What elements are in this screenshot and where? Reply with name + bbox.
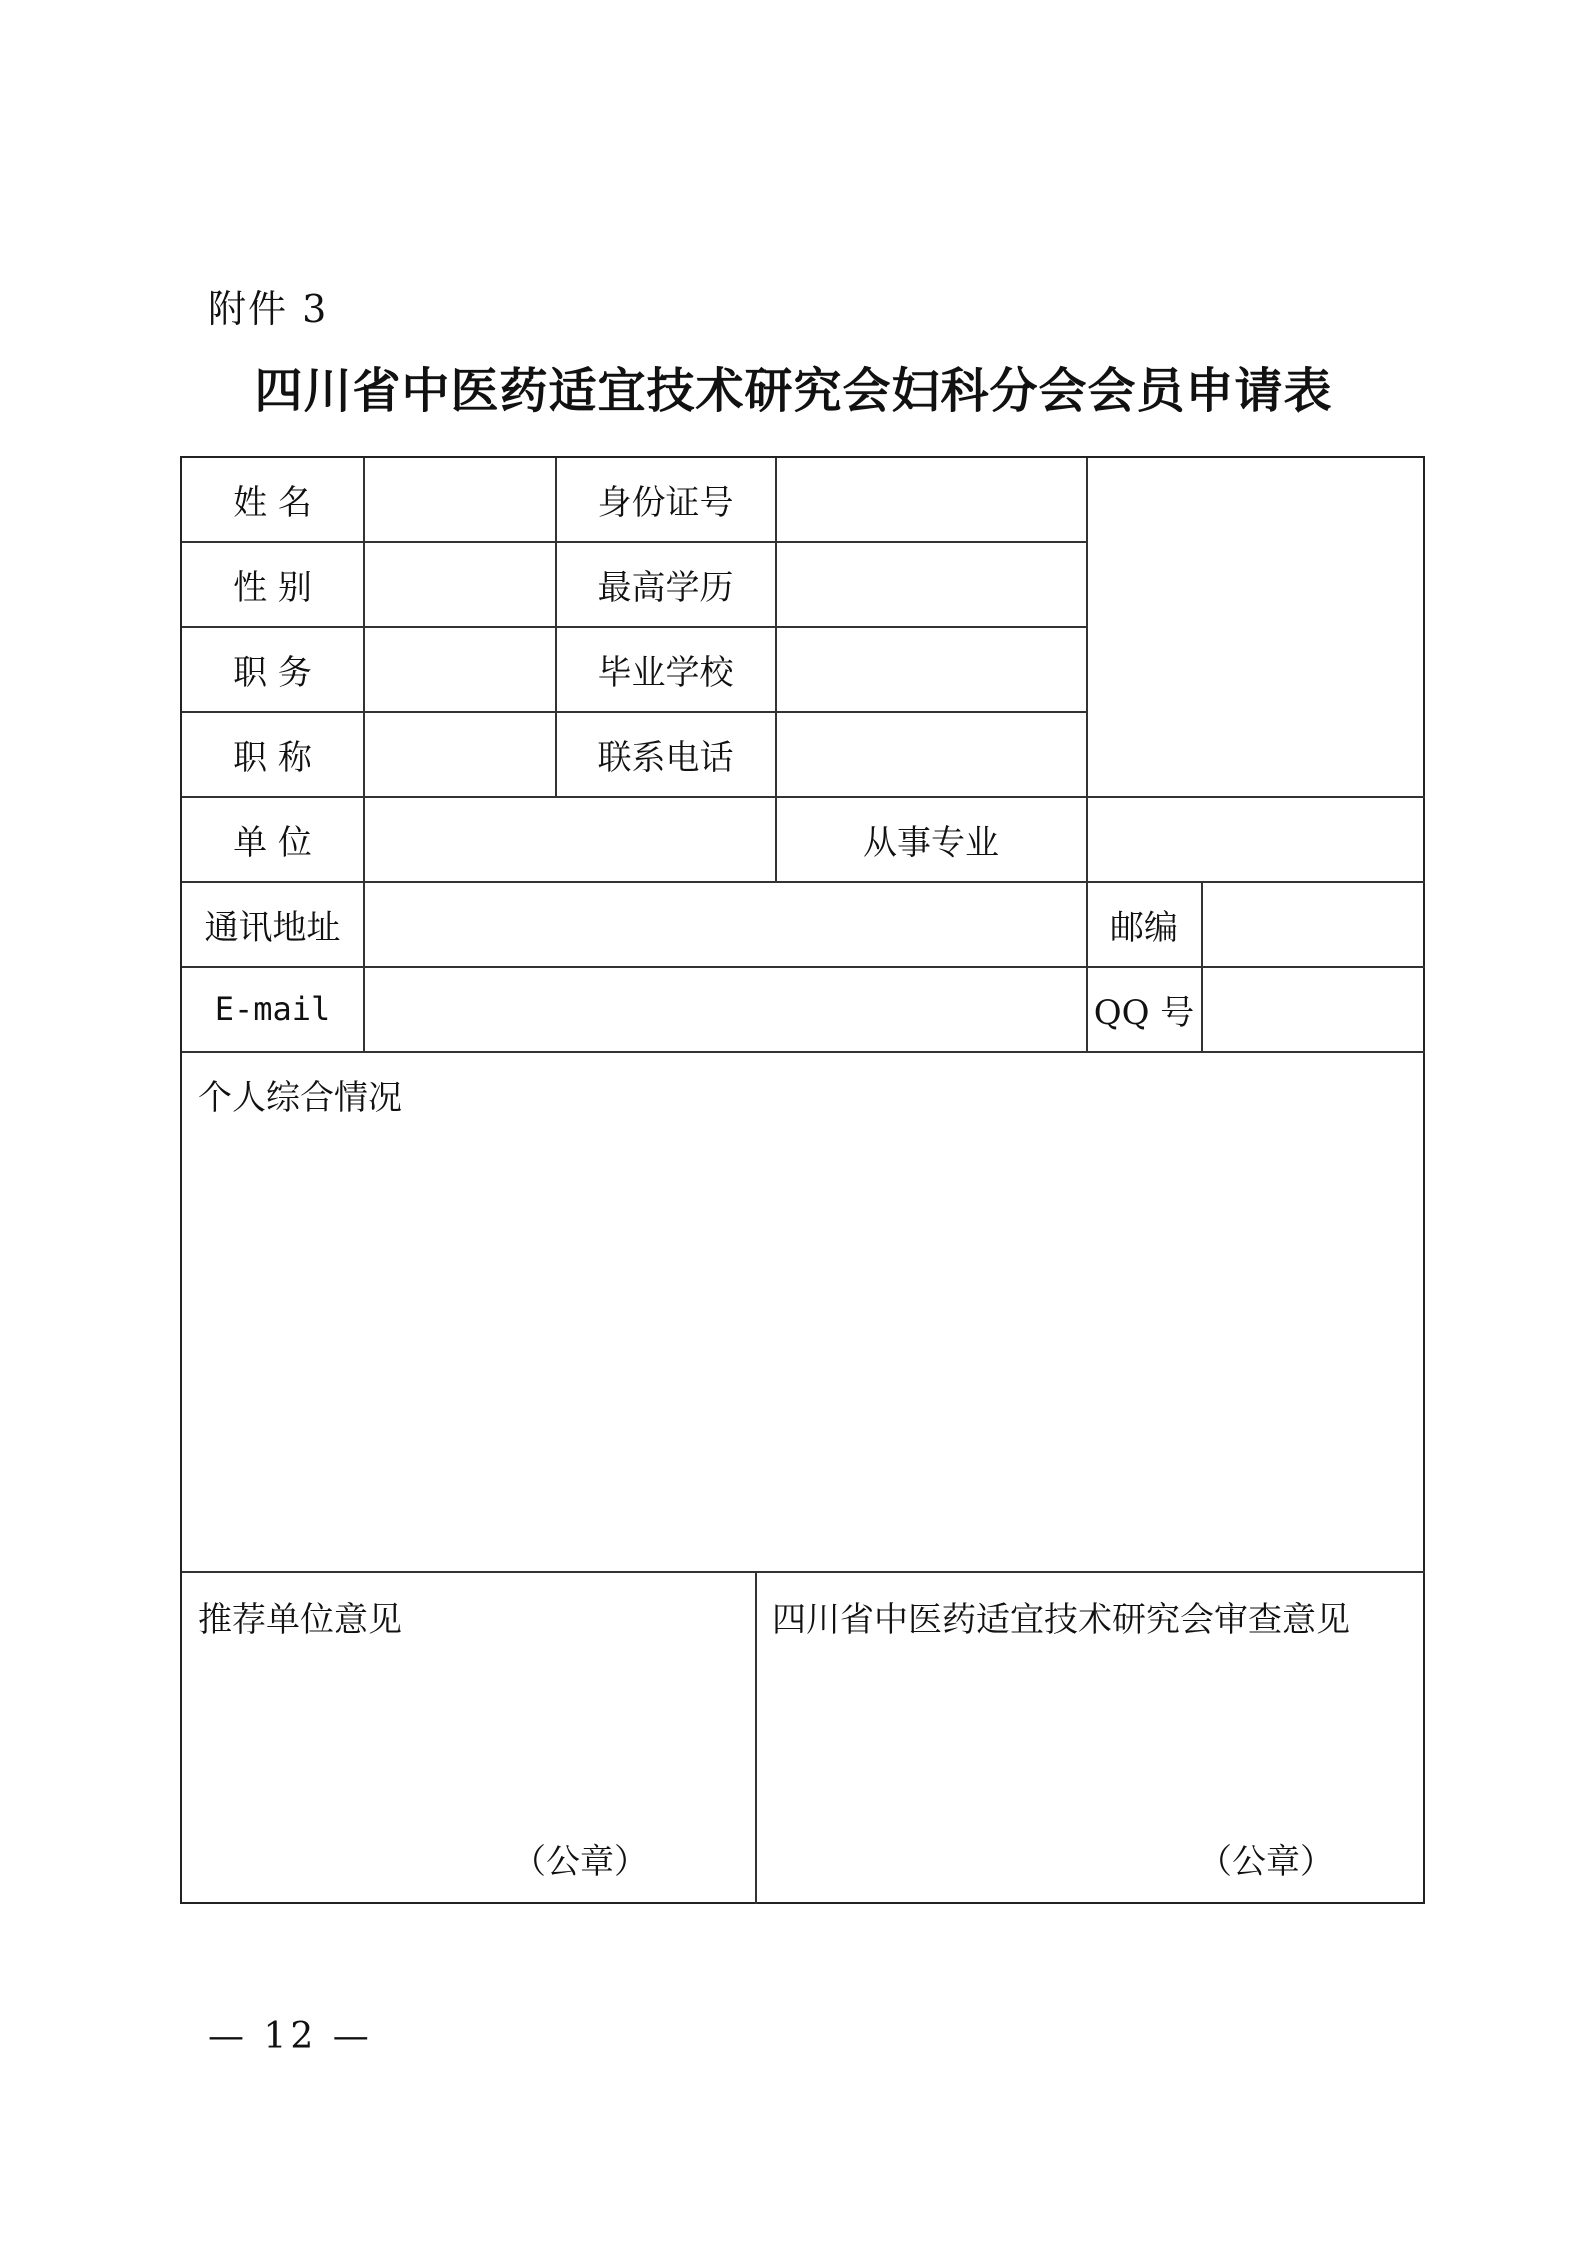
form-title: 四川省中医药适宜技术研究会妇科分会会员申请表 xyxy=(254,363,1333,419)
application-form-table xyxy=(180,456,1425,1904)
id-number-label: 身份证号 xyxy=(597,483,734,523)
summary-label: 个人综合情况 xyxy=(198,1078,402,1118)
phone-label: 联系电话 xyxy=(597,737,734,778)
position-label: 职 务 xyxy=(233,652,312,693)
attachment-label: 附件 3 xyxy=(208,287,329,331)
phone-field[interactable] xyxy=(776,712,1086,796)
address-label: 通讯地址 xyxy=(204,907,341,948)
professional-title-label: 职 称 xyxy=(233,737,312,778)
email-label: E-mail xyxy=(214,990,331,1028)
school-field[interactable] xyxy=(776,627,1086,711)
photo-box[interactable] xyxy=(1087,458,1425,796)
name-field[interactable] xyxy=(364,458,555,541)
gender-label: 性 别 xyxy=(233,567,312,608)
page-number: — 12 — xyxy=(208,2016,373,2057)
postcode-label: 邮编 xyxy=(1110,907,1178,948)
unit-field[interactable] xyxy=(364,797,775,881)
qq-field[interactable] xyxy=(1202,967,1425,1051)
specialty-label: 从事专业 xyxy=(863,822,999,863)
education-field[interactable] xyxy=(776,542,1086,626)
seal-left-label: （公章） xyxy=(512,1841,648,1882)
address-field[interactable] xyxy=(364,882,1086,966)
professional-title-field[interactable] xyxy=(364,712,555,796)
row-divider xyxy=(182,1571,1425,1573)
seal-right-label: （公章） xyxy=(1198,1841,1334,1882)
school-label: 毕业学校 xyxy=(597,652,734,693)
review-opinion-label: 四川省中医药适宜技术研究会审查意见 xyxy=(772,1600,1350,1640)
row-divider xyxy=(182,1051,1425,1053)
postcode-field[interactable] xyxy=(1202,882,1425,966)
position-field[interactable] xyxy=(364,627,555,711)
email-field[interactable] xyxy=(364,967,1086,1051)
id-number-field[interactable] xyxy=(776,458,1086,541)
gender-field[interactable] xyxy=(364,542,555,626)
recommend-opinion-label: 推荐单位意见 xyxy=(198,1600,402,1640)
education-label: 最高学历 xyxy=(597,567,734,608)
name-label: 姓 名 xyxy=(233,483,312,523)
recommend-opinion-field[interactable] xyxy=(182,1643,755,1843)
unit-label: 单 位 xyxy=(233,822,312,863)
review-opinion-field[interactable] xyxy=(757,1643,1425,1843)
specialty-field[interactable] xyxy=(1087,797,1425,881)
summary-field[interactable] xyxy=(182,1118,1425,1570)
qq-label: QQ 号 xyxy=(1093,992,1195,1033)
